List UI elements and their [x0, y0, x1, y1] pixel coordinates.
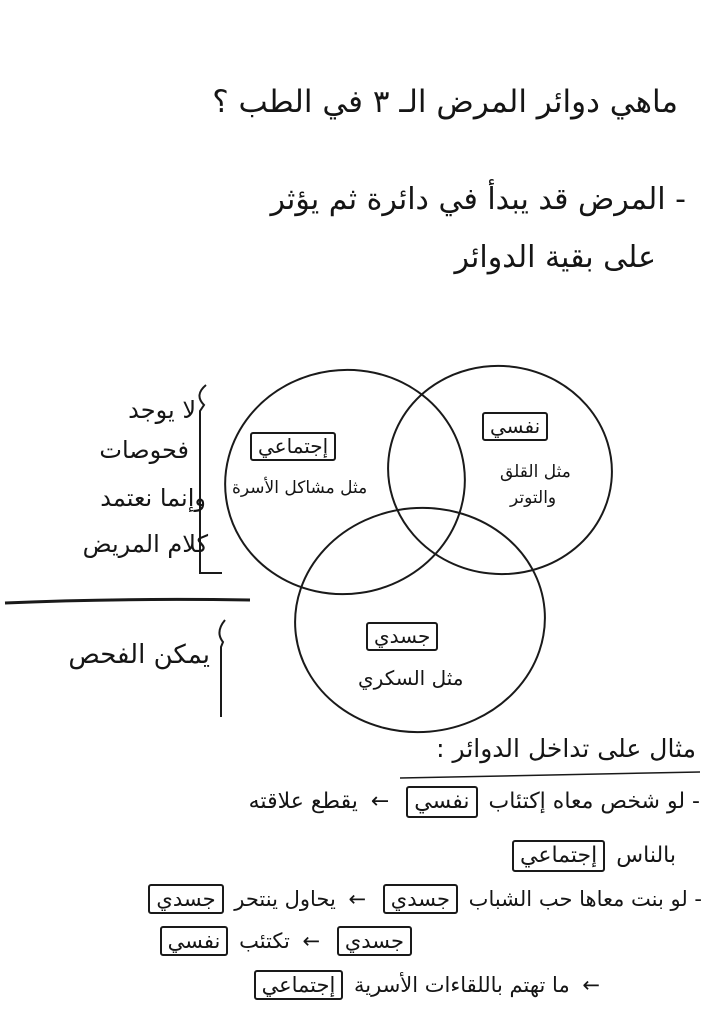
example-row-5 [250, 970, 606, 1000]
row1-result: يقطع علاقته [248, 789, 358, 814]
row5-box: إجتماعي [254, 970, 344, 1000]
row4-box: جسدي [337, 926, 412, 956]
answer-line-1: - المرض قد يبدأ في دائرة ثم يؤثر [270, 182, 686, 217]
example-title: مثال على تداخل الدوائر : [436, 734, 696, 763]
psych-circle-label [478, 412, 552, 441]
section-divider [5, 599, 250, 603]
example-title-underline [400, 772, 700, 778]
example-row-2 [508, 840, 676, 872]
example-row-1 [249, 786, 700, 818]
note-line-3: وإنما نعتمد [100, 484, 206, 512]
row1-box: نفسي [406, 786, 477, 818]
row1-prefix: - لو شخص معاه إكتئاب [488, 789, 700, 814]
social-box: إجتماعي [250, 432, 336, 461]
example-row-3 [144, 884, 702, 914]
note-lower: يمكن الفحص [68, 640, 210, 670]
row2-prefix: بالناس [616, 843, 676, 868]
psych-box: نفسي [482, 412, 548, 441]
question-heading: ماهي دوائر المرض الـ ٣ في الطب ؟ [212, 84, 678, 120]
row4-box2: نفسي [160, 926, 229, 956]
row5-result: ما تهتم باللقاءات الأسرية [354, 973, 570, 997]
physical-circle-label [362, 622, 442, 651]
row3-prefix: - لو بنت معاها حب الشباب [468, 887, 702, 911]
physical-circle [286, 498, 555, 743]
row2-box: إجتماعي [512, 840, 605, 872]
row3-result: يحاول ينتحر [234, 887, 336, 911]
psych-example-line-2: والتوتر [510, 488, 557, 508]
row4-arrow-icon: ← [302, 929, 321, 953]
row1-arrow-icon: ← [370, 789, 390, 814]
row5-arrow-icon: ← [582, 973, 600, 997]
answer-line-2: على بقية الدوائر [454, 240, 656, 275]
physical-box: جسدي [366, 622, 438, 651]
row3-arrow-icon: ← [348, 887, 367, 911]
row3-box: جسدي [383, 884, 458, 914]
social-circle-label [246, 432, 340, 461]
social-example: مثل مشاكل الأسرة [232, 478, 368, 498]
example-row-4 [156, 926, 416, 956]
note-line-2: فحوصات [99, 436, 189, 464]
row3-box2: جسدي [148, 884, 223, 914]
note-line-1: لا يوجد [128, 396, 196, 424]
lower-brace [219, 620, 225, 717]
note-line-4: كلام المريض [82, 530, 208, 558]
row4-result: تكتئب [239, 929, 290, 953]
physical-example: مثل السكري [358, 666, 464, 690]
psych-example-line-1: مثل القلق [500, 462, 571, 482]
